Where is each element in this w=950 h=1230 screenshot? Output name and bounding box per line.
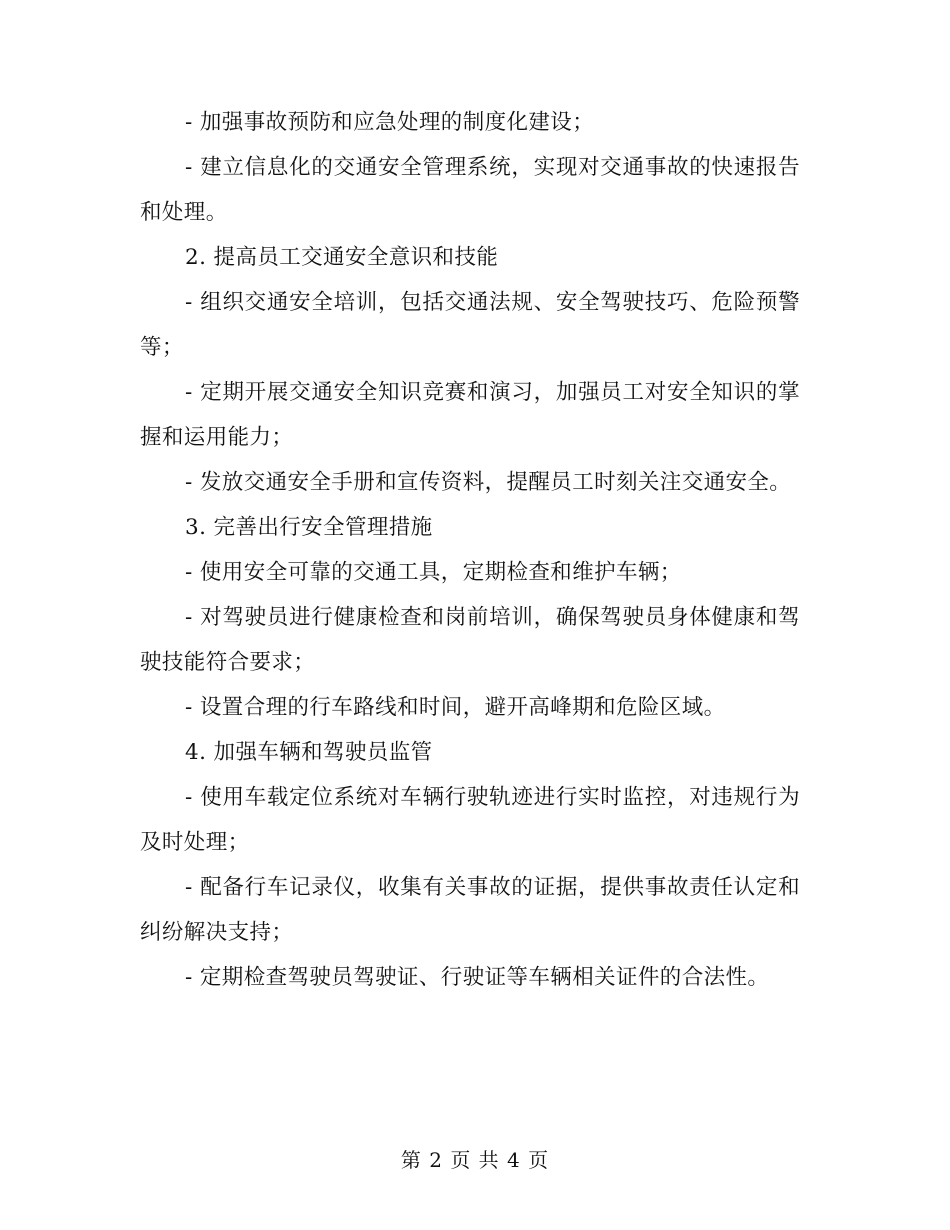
paragraph: - 使用车载定位系统对车辆行驶轨迹进行实时监控，对违规行为及时处理； xyxy=(140,785,800,855)
paragraph: - 对驾驶员进行健康检查和岗前培训，确保驾驶员身体健康和驾驶技能符合要求； xyxy=(140,605,800,675)
paragraph: - 发放交通安全手册和宣传资料，提醒员工时刻关注交通安全。 xyxy=(185,470,792,495)
section-heading: 2. 提高员工交通安全意识和技能 xyxy=(185,245,499,270)
paragraph: - 组织交通安全培训，包括交通法规、安全驾驶技巧、危险预警等； xyxy=(140,290,800,360)
page-number-footer: 第 2 页 共 4 页 xyxy=(400,1148,550,1172)
document-body xyxy=(140,100,800,1000)
section-heading: 4. 加强车辆和驾驶员监管 xyxy=(185,740,433,765)
section-heading: 3. 完善出行安全管理措施 xyxy=(185,515,433,540)
paragraph: - 加强事故预防和应急处理的制度化建设； xyxy=(185,110,595,135)
paragraph: - 设置合理的行车路线和时间，避开高峰期和危险区域。 xyxy=(185,695,726,720)
paragraph: - 定期开展交通安全知识竞赛和演习，加强员工对安全知识的掌握和运用能力； xyxy=(140,380,800,450)
paragraph: - 定期检查驾驶员驾驶证、行驶证等车辆相关证件的合法性。 xyxy=(185,965,770,990)
paragraph: - 建立信息化的交通安全管理系统，实现对交通事故的快速报告和处理。 xyxy=(140,155,800,225)
paragraph: - 配备行车记录仪，收集有关事故的证据，提供事故责任认定和纠纷解决支持； xyxy=(140,875,800,945)
paragraph: - 使用安全可靠的交通工具，定期检查和维护车辆； xyxy=(185,560,682,585)
